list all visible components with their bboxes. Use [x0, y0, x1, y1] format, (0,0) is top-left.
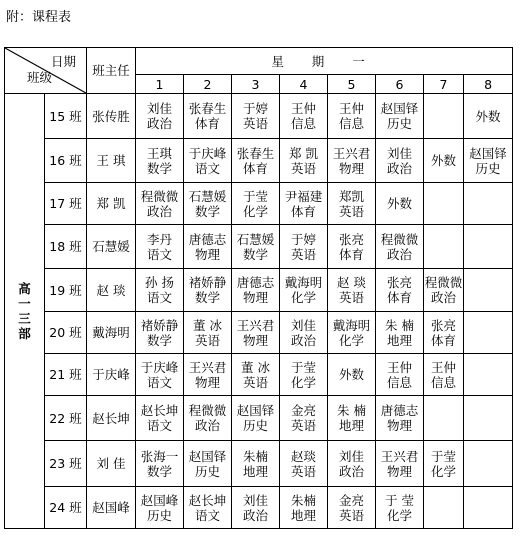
class-name: 23 班 [45, 441, 87, 487]
schedule-cell [136, 269, 184, 312]
schedule-cell [184, 396, 232, 441]
schedule-cell [280, 354, 328, 396]
schedule-cell [424, 94, 464, 139]
subject-name: 信息 [290, 116, 316, 131]
schedule-cell [328, 269, 376, 312]
teacher-name: 张春生 [188, 101, 227, 116]
table-row [5, 441, 513, 487]
teacher-name: 王兴君 [236, 317, 275, 333]
schedule-cell [232, 225, 280, 269]
schedule-cell [280, 183, 328, 225]
subject-name: 语文 [146, 374, 172, 390]
table-row [5, 94, 513, 139]
schedule-cell [232, 94, 280, 139]
schedule-cell [424, 487, 464, 529]
schedule-cell [136, 441, 184, 487]
teacher-name: 石慧媛 [188, 188, 227, 204]
schedule-cell [136, 312, 184, 354]
schedule-cell [232, 312, 280, 354]
teacher-name: 外数 [475, 108, 501, 124]
subject-name: 体育 [338, 246, 364, 262]
teacher-name: 石慧媛 [236, 231, 275, 247]
teacher-name: 于婷 [242, 101, 268, 116]
homeroom-teacher: 戴海明 [87, 312, 136, 354]
schedule-cell [184, 269, 232, 312]
subject-name: 历史 [194, 463, 220, 479]
subject-name: 地理 [338, 418, 364, 433]
subject-name: 政治 [194, 418, 220, 433]
teacher-name: 朱 楠 [337, 403, 366, 418]
period-number: 3 [232, 75, 280, 94]
teacher-name: 外数 [386, 196, 412, 211]
homeroom-teacher: 张传胜 [87, 94, 136, 139]
subject-name: 政治 [386, 246, 412, 262]
teacher-name: 褚娇静 [140, 317, 179, 333]
table-row [5, 312, 513, 354]
schedule-cell [232, 354, 280, 396]
period-number: 4 [280, 75, 328, 94]
schedule-cell [232, 183, 280, 225]
class-name: 22 班 [45, 396, 87, 441]
department-char: 部 [18, 326, 31, 341]
schedule-cell [376, 354, 424, 396]
teacher-name: 戴海明 [332, 317, 371, 333]
class-name: 24 班 [45, 487, 87, 529]
schedule-cell [328, 487, 376, 529]
subject-name: 政治 [430, 290, 456, 305]
teacher-name: 刘佳 [146, 101, 172, 116]
teacher-name: 王仲 [386, 359, 412, 375]
subject-name: 历史 [475, 160, 501, 176]
schedule-cell [424, 312, 464, 354]
subject-name: 英语 [242, 374, 268, 390]
teacher-name: 张亮 [430, 317, 456, 333]
subject-name: 历史 [146, 507, 172, 523]
schedule-cell [328, 183, 376, 225]
period-number: 5 [328, 75, 376, 94]
teacher-name: 外数 [338, 367, 364, 382]
schedule-cell [376, 139, 424, 183]
subject-name: 政治 [338, 463, 364, 479]
schedule-cell [464, 312, 513, 354]
subject-name: 物理 [386, 463, 412, 479]
subject-name: 物理 [242, 290, 268, 305]
schedule-cell [136, 354, 184, 396]
homeroom-teacher: 石慧媛 [87, 225, 136, 269]
class-name: 16 班 [45, 139, 87, 183]
schedule-cell [136, 487, 184, 529]
schedule-cell [280, 312, 328, 354]
subject-name: 语文 [194, 160, 220, 176]
teacher-name: 孙 扬 [145, 275, 174, 290]
teacher-name: 赵国铎 [469, 145, 507, 161]
teacher-name: 王兴君 [188, 359, 227, 375]
teacher-name: 张亮 [386, 275, 412, 290]
period-number: 2 [184, 75, 232, 94]
schedule-cell [464, 396, 513, 441]
teacher-name: 郑 凯 [289, 145, 318, 161]
schedule-cell [232, 487, 280, 529]
table-row [5, 269, 513, 312]
subject-name: 物理 [338, 160, 364, 176]
teacher-name: 于莹 [290, 359, 316, 375]
schedule-cell [280, 139, 328, 183]
teacher-name: 赵琰 [290, 448, 316, 464]
schedule-cell [184, 183, 232, 225]
subject-name: 历史 [386, 116, 412, 131]
subject-name: 英语 [338, 507, 364, 523]
subject-name: 英语 [290, 463, 316, 479]
subject-name: 英语 [194, 332, 220, 348]
teacher-name: 刘佳 [290, 317, 316, 333]
subject-name: 语文 [146, 418, 172, 433]
schedule-cell [328, 225, 376, 269]
subject-name: 数学 [146, 463, 172, 479]
subject-name: 化学 [290, 374, 316, 390]
subject-name: 化学 [386, 507, 412, 523]
class-name: 18 班 [45, 225, 87, 269]
teacher-name: 戴海明 [284, 275, 323, 290]
schedule-cell [376, 487, 424, 529]
schedule-cell [376, 225, 424, 269]
table-row [5, 183, 513, 225]
schedule-cell [280, 441, 328, 487]
schedule-cell [424, 354, 464, 396]
schedule-cell [328, 354, 376, 396]
schedule-cell [464, 139, 513, 183]
department-char: 高 [18, 281, 31, 296]
teacher-name: 张春生 [236, 145, 275, 161]
homeroom-teacher: 赵国峰 [87, 487, 136, 529]
subject-name: 历史 [242, 418, 268, 433]
table-row [5, 139, 513, 183]
subject-name: 地理 [386, 332, 412, 348]
schedule-cell [464, 269, 513, 312]
schedule-cell [328, 396, 376, 441]
subject-name: 物理 [242, 332, 268, 348]
schedule-cell [184, 312, 232, 354]
schedule-cell [136, 183, 184, 225]
subject-name: 数学 [194, 290, 220, 305]
schedule-cell [424, 225, 464, 269]
homeroom-teacher: 郑 凯 [87, 183, 136, 225]
subject-name: 政治 [146, 203, 172, 219]
homeroom-teacher: 刘 佳 [87, 441, 136, 487]
subject-name: 体育 [194, 116, 220, 131]
teacher-name: 刘佳 [338, 448, 364, 464]
subject-name: 化学 [430, 463, 456, 479]
teacher-name: 唐德志 [236, 275, 275, 290]
document-caption: 附：课程表 [6, 10, 72, 25]
schedule-cell [376, 183, 424, 225]
schedule-cell [424, 139, 464, 183]
teacher-name: 董 冰 [193, 317, 222, 333]
schedule-cell [376, 396, 424, 441]
corner-header [5, 48, 87, 94]
teacher-name: 朱楠 [290, 492, 316, 508]
schedule-cell [280, 94, 328, 139]
schedule-cell [464, 225, 513, 269]
teacher-name: 赵长坤 [140, 403, 179, 418]
schedule-cell [280, 396, 328, 441]
teacher-name: 程微微 [188, 403, 227, 418]
teacher-name: 赵 琰 [337, 275, 366, 290]
schedule-cell [328, 312, 376, 354]
teacher-name: 赵国铎 [236, 403, 275, 418]
schedule-cell [136, 396, 184, 441]
schedule-cell [464, 487, 513, 529]
schedule-cell [280, 225, 328, 269]
schedule-cell [464, 94, 513, 139]
homeroom-teacher: 赵 琰 [87, 269, 136, 312]
schedule-cell [184, 225, 232, 269]
homeroom-teacher: 王 琪 [87, 139, 136, 183]
teacher-name: 唐德志 [380, 403, 419, 418]
teacher-name: 王兴君 [332, 145, 371, 161]
schedule-cell [232, 441, 280, 487]
teacher-name: 唐德志 [188, 231, 227, 247]
subject-name: 物理 [194, 246, 220, 262]
table-row [5, 487, 513, 529]
subject-name: 语文 [146, 290, 172, 305]
table-row [5, 354, 513, 396]
subject-name: 化学 [242, 203, 268, 219]
period-number: 8 [464, 75, 513, 94]
schedule-cell [136, 94, 184, 139]
schedule-cell [280, 269, 328, 312]
schedule-cell [424, 183, 464, 225]
teacher-name: 程微微 [140, 188, 179, 204]
teacher-name: 程微微 [424, 275, 463, 290]
teacher-name: 王仲 [290, 101, 316, 116]
schedule-cell [184, 487, 232, 529]
subject-name: 化学 [338, 332, 364, 348]
schedule-cell [184, 441, 232, 487]
schedule-cell [136, 139, 184, 183]
subject-name: 英语 [290, 160, 316, 176]
subject-name: 信息 [430, 374, 456, 390]
subject-name: 政治 [146, 116, 172, 131]
department-char: 三 [18, 311, 31, 326]
homeroom-teacher: 于庆峰 [87, 354, 136, 396]
teacher-name: 于莹 [242, 188, 268, 204]
schedule-cell [424, 441, 464, 487]
date-label: 日期 [50, 54, 76, 69]
teacher-name: 外数 [430, 153, 456, 168]
schedule-body [5, 94, 513, 529]
schedule-cell [376, 94, 424, 139]
subject-name: 体育 [290, 203, 316, 219]
teacher-name: 张海一 [140, 448, 179, 464]
schedule-cell [376, 441, 424, 487]
teacher-name: 王兴君 [380, 448, 419, 464]
subject-name: 体育 [430, 332, 456, 348]
teacher-name: 金亮 [290, 403, 316, 418]
teacher-name: 郑凯 [338, 188, 364, 204]
teacher-name: 朱楠 [242, 448, 268, 464]
subject-name: 语文 [194, 507, 220, 523]
subject-name: 政治 [242, 507, 268, 523]
schedule-cell [376, 312, 424, 354]
teacher-name: 李丹 [146, 231, 172, 247]
teacher-name: 刘佳 [386, 145, 412, 161]
schedule-cell [232, 396, 280, 441]
schedule-cell [184, 354, 232, 396]
period-number: 6 [376, 75, 424, 94]
schedule-cell [280, 487, 328, 529]
teacher-name: 赵国铎 [188, 448, 227, 464]
class-name: 21 班 [45, 354, 87, 396]
subject-name: 物理 [194, 374, 220, 390]
table-row [5, 225, 513, 269]
schedule-cell [184, 139, 232, 183]
subject-name: 英语 [290, 246, 316, 262]
teacher-name: 于莹 [430, 448, 456, 464]
schedule-cell [424, 396, 464, 441]
subject-name: 地理 [290, 507, 316, 523]
subject-name: 数学 [194, 203, 220, 219]
teacher-name: 王琪 [146, 145, 172, 161]
subject-name: 政治 [386, 160, 412, 176]
teacher-header: 班主任 [87, 48, 136, 94]
subject-name: 英语 [338, 290, 364, 305]
teacher-name: 于 莹 [385, 492, 414, 508]
teacher-name: 于庆峰 [188, 145, 227, 161]
schedule-cell [464, 354, 513, 396]
homeroom-teacher: 赵长坤 [87, 396, 136, 441]
teacher-name: 刘佳 [242, 492, 268, 508]
teacher-name: 王仲 [430, 359, 456, 375]
subject-name: 政治 [290, 332, 316, 348]
class-name: 19 班 [45, 269, 87, 312]
schedule-cell [464, 441, 513, 487]
schedule-cell [328, 139, 376, 183]
teacher-name: 赵国铎 [380, 101, 419, 116]
subject-name: 信息 [338, 116, 364, 131]
schedule-cell [232, 269, 280, 312]
schedule-cell [136, 225, 184, 269]
schedule-cell [376, 269, 424, 312]
weekday-header: 星 期 一 [136, 48, 513, 75]
teacher-name: 董 冰 [241, 359, 270, 375]
schedule-cell [328, 94, 376, 139]
teacher-name: 于庆峰 [140, 359, 179, 375]
subject-name: 语文 [146, 246, 172, 262]
schedule-cell [184, 94, 232, 139]
class-label: 班级 [27, 70, 53, 85]
subject-name: 英语 [242, 116, 268, 131]
subject-name: 信息 [386, 374, 412, 390]
teacher-name: 王仲 [338, 101, 364, 116]
teacher-name: 赵长坤 [188, 492, 227, 508]
subject-name: 数学 [146, 332, 172, 348]
subject-name: 数学 [146, 160, 172, 176]
teacher-name: 褚娇静 [188, 275, 227, 290]
teacher-name: 于婷 [290, 231, 316, 247]
teacher-name: 金亮 [338, 492, 364, 508]
period-number: 1 [136, 75, 184, 94]
schedule-cell [464, 183, 513, 225]
table-row [5, 396, 513, 441]
subject-name: 数学 [242, 246, 268, 262]
class-name: 15 班 [45, 94, 87, 139]
subject-name: 化学 [290, 290, 316, 305]
schedule-cell [232, 139, 280, 183]
schedule-cell [328, 441, 376, 487]
teacher-name: 赵国峰 [140, 492, 179, 508]
subject-name: 英语 [290, 418, 316, 433]
teacher-name: 程微微 [380, 231, 419, 247]
department-label [5, 94, 45, 529]
period-number: 7 [424, 75, 464, 94]
subject-name: 体育 [386, 290, 412, 305]
department-char: 一 [18, 296, 31, 311]
subject-name: 体育 [242, 160, 268, 176]
teacher-name: 尹福建 [284, 188, 323, 204]
schedule-table [4, 47, 513, 529]
teacher-name: 朱 楠 [385, 317, 414, 333]
subject-name: 地理 [242, 463, 268, 479]
subject-name: 英语 [338, 203, 364, 219]
class-name: 20 班 [45, 312, 87, 354]
teacher-name: 张亮 [338, 231, 364, 247]
class-name: 17 班 [45, 183, 87, 225]
schedule-cell [424, 269, 464, 312]
subject-name: 物理 [386, 418, 412, 433]
